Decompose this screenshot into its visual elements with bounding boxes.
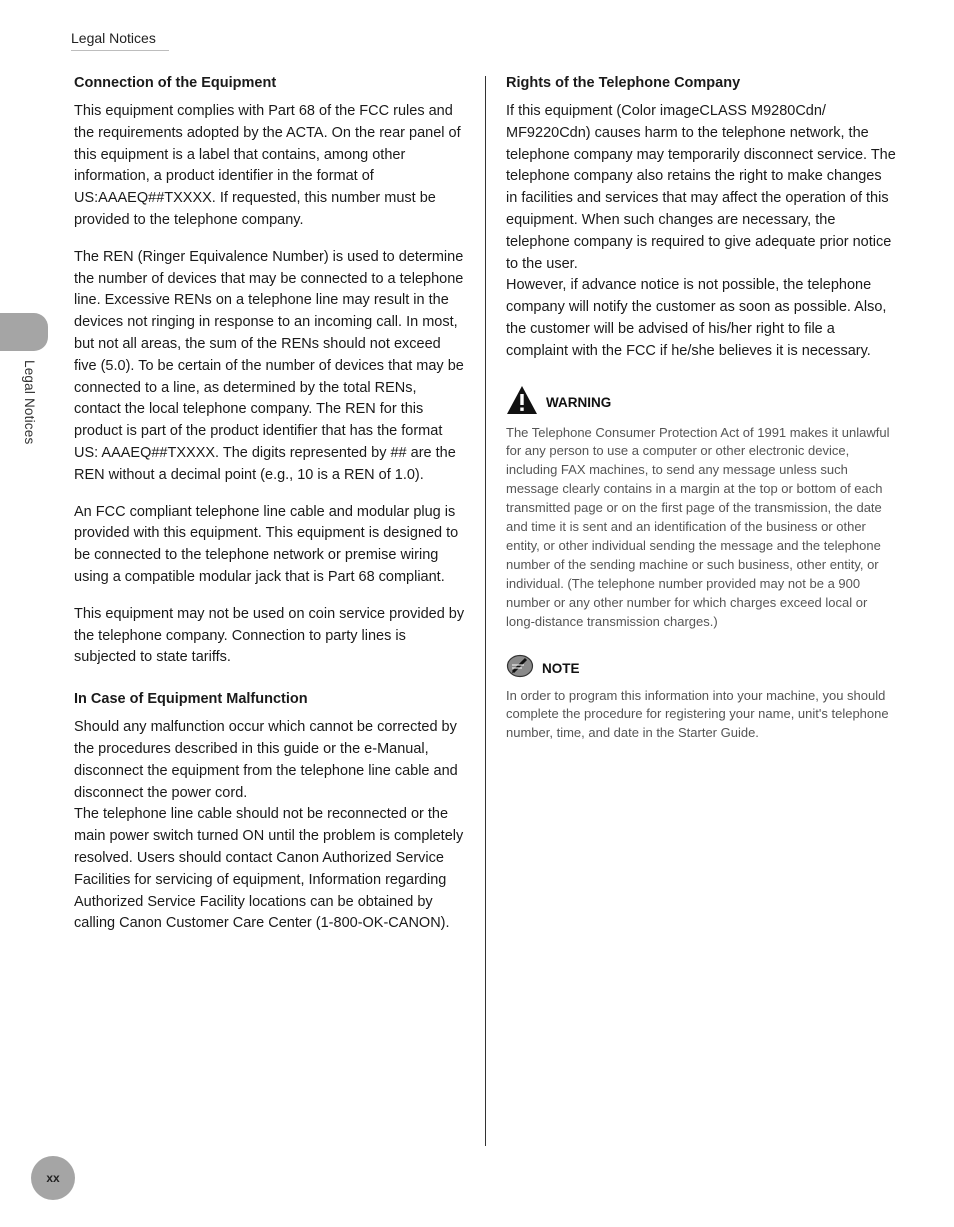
connection-paragraph-3: An FCC compliant telephone line cable and modular plug is provided with this equipment. This equipment is designed to be connected to the telephone network or premise wiring using a compatible modular jack that is Part 68 compliant. [74, 503, 459, 585]
left-column [74, 73, 466, 935]
pencil-note-icon [506, 654, 534, 683]
running-header: Legal Notices [71, 30, 169, 51]
connection-paragraph-1: This equipment complies with Part 68 of the FCC rules and the requirements adopted by the ACTA. On the rear panel of this equipment is a label that contains, among other information, a product identifier in the format of US:AAAEQ##TXXXX. If requested, this number must be provided to the telephone company. [74, 103, 461, 228]
connection-paragraph-2: The REN (Ringer Equivalence Number) is used to determine the number of devices that may be connected to a telephone line. Excessive RENs on a telephone line may result in the devices not ringing in response to an incoming call. In most, but not all areas, the sum of the RENs should not exceed five (5.0). To be certain of the number of devices that may be connected to a line, as determined by the total RENs, contact the local telephone company. The REN for this product is part of the product identifier that has the format US: AAAEQ##TXXXX. The digits represented by ## are the REN without a decimal point (e.g., 10 is a REN of 1.0). [74, 248, 464, 483]
malfunction-heading: In Case of Equipment Malfunction [74, 691, 308, 708]
note-title: NOTE [542, 660, 580, 676]
warning-text: The Telephone Consumer Protection Act of 1991 makes it unlawful for any person to use a computer or other electronic device, including FAX machines, to send any message unless such message clearly contains in a margin at the top or bottom of each transmitted page or on the first page of the transmission, the date and time it is sent and an identification of the business or other entity, or other individual sending the message and the telephone number of the sending machine or such business, other entity, or individual. (The telephone number provided may not be a 900 number or any other number for which charges exceed local or long-distance transmission charges.) [506, 424, 890, 629]
connection-heading: Connection of the Equipment [74, 75, 277, 91]
page-number-badge [31, 1156, 75, 1200]
warning-title: WARNING [546, 394, 612, 410]
warning-header [506, 385, 896, 420]
warning-triangle-icon [506, 385, 538, 420]
side-tab-marker [0, 313, 48, 351]
right-column [506, 73, 896, 743]
page-number: xx [46, 1171, 60, 1185]
rights-paragraph-1: If this equipment (Color imageCLASS M9280Cdn/ MF9220Cdn) causes harm to the telephone network, the telephone company may temporarily disconnect service. The telephone company also retains the right to make changes in facilities and services that may affect the operation of this equipment. When such changes are necessary, the telephone company is required to give adequate prior notice to the user. [506, 103, 896, 272]
malfunction-paragraph-1: Should any malfunction occur which cannot be corrected by the procedures described in this guide or the e-Manual, disconnect the equipment from the telephone line cable and disconnect the power cord. [74, 719, 458, 801]
note-text: In order to program this information into your machine, you should complete the procedure for registering your name, unit's telephone number, time, and date in the Starter Guide. [506, 687, 889, 741]
column-divider [485, 76, 486, 1146]
connection-paragraph-4: This equipment may not be used on coin service provided by the telephone company. Connection to party lines is subjected to state tariffs. [74, 605, 465, 666]
note-header [506, 654, 896, 683]
rights-paragraph-2: However, if advance notice is not possible, the telephone company will notify the customer as soon as possible. Also, the customer will be advised of his/her right to file a complaint with the FCC if he/she believes it is necessary. [506, 277, 887, 359]
malfunction-paragraph-2: The telephone line cable should not be reconnected or the main power switch turned ON until the problem is completely resolved. Users should contact Canon Authorized Service Facilities for servicing of equipment, Information regarding Authorized Service Facility locations can be obtained by calling Canon Customer Care Center (1-800-OK-CANON). [74, 806, 464, 932]
side-tab-label: Legal Notices [22, 360, 37, 445]
rights-heading: Rights of the Telephone Company [506, 75, 741, 91]
